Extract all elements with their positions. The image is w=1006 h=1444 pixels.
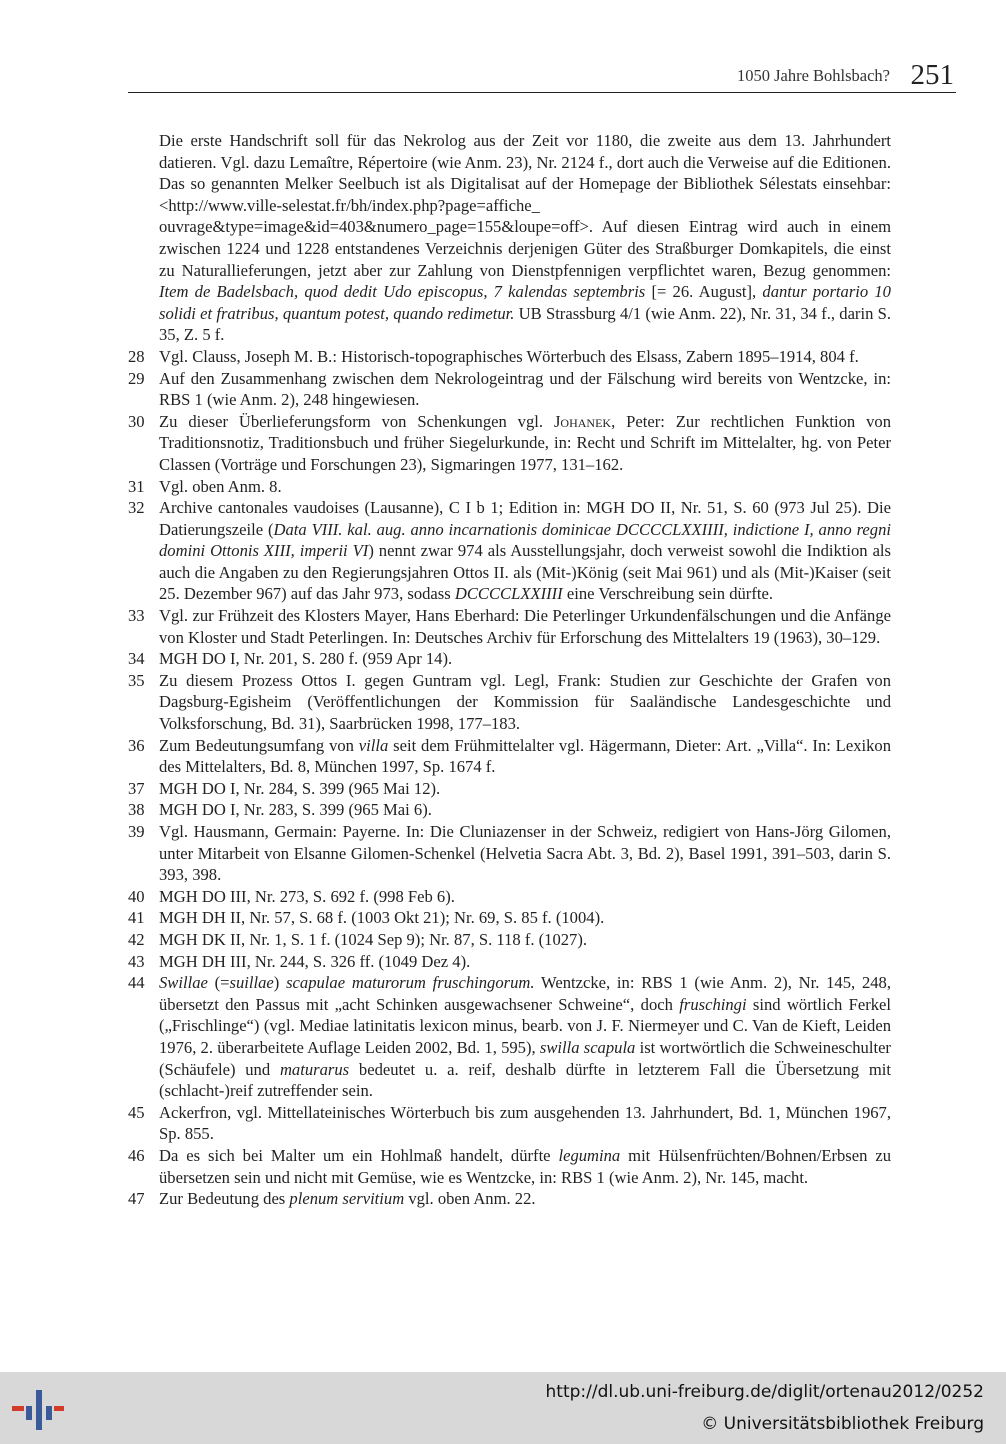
text-run: sind wörtlich Ferkel („Frischlinge“) (vgl. Mediae latinitatis lexicon minus, bearb. von J. F. Niermeyer und C. Van de Kieft, Leiden 1976, 2. überarbeitete Auflage Leiden 2002, Bd. 1, 595), (159, 994, 891, 1057)
footnote-33 (128, 605, 891, 648)
text-run: Zum Bedeutungsumfang von (159, 735, 359, 755)
text-run: Wentzcke, in: RBS 1 (wie Anm. 2), Nr. 145, 248, übersetzt den Passus mit „acht Schinken ausgewachsener Schweine“, doch (159, 973, 891, 1014)
text-run: scapulae maturorum fruschingorum. (286, 973, 535, 993)
text-run: vgl. oben Anm. 22. (404, 1189, 536, 1209)
text-run: MGH DO III, Nr. 273, S. 692 f. (998 Feb 6). (159, 886, 455, 906)
footnote-35 (128, 670, 891, 735)
footnote-number: 36 (128, 735, 145, 755)
footnote-47 (128, 1188, 891, 1210)
footnote-number: 39 (128, 822, 145, 841)
text-run: eine Verschreibung sein dürfte. (562, 584, 773, 604)
footnote-number: 37 (128, 778, 145, 798)
text-run: seit dem Frühmittelalter vgl. Hägermann, Dieter: Art. „Villa“. In: Lexikon des Mittelalters, Bd. 8, München 1997, Sp. 1674 f. (159, 735, 891, 777)
text-run: swilla scapula (539, 1037, 636, 1057)
footnotes-section (128, 130, 891, 1210)
text-run: fruschingi (679, 994, 747, 1014)
text-run: MGH DO I, Nr. 284, S. 399 (965 Mai 12). (159, 778, 441, 798)
page-number: 251 (910, 59, 954, 91)
text-run: DCCCCLXXIIII (454, 584, 563, 604)
footnote-continuation (128, 130, 891, 346)
footnote-34 (128, 648, 891, 670)
footnote-number: 42 (128, 929, 145, 949)
footnote-37 (128, 778, 891, 800)
text-run: dantur portario 10 solidi et fratribus, quantum potest, quando redimetur. (159, 282, 891, 323)
footnote-29 (128, 368, 891, 411)
text-run: Zu dieser Überlieferungsform von Schenkungen vgl. (159, 411, 554, 431)
footnote-number: 43 (128, 951, 145, 971)
running-title: 1050 Jahre Bohlsbach? (736, 66, 890, 85)
text-run: plenum servitium (289, 1189, 405, 1209)
footer-url[interactable]: http://dl.ub.uni-freiburg.de/diglit/ortenau2012/0252 (545, 1382, 984, 1402)
text-run: ) nennt zwar 974 als Ausstellungsjahr, doch verweist sowohl die Indiktion als auch die Angaben zu den Regierungsjahren Ottos II. als (Mit-)König (seit Mai 961) und als (Mit-)Kaiser (seit 25. Dezember 967) auf das Jahr 973, sodass (159, 541, 892, 604)
text-run: [= 26. August], (645, 282, 763, 302)
footnote-number: 44 (128, 973, 145, 993)
footnote-number: 32 (128, 498, 145, 518)
text-run: Archive cantonales vaudoises (Lausanne), C I b 1; Edition in: MGH DO II, Nr. 51, S. 60 (973 Jul 25). Die Datierungszeile ( (159, 498, 891, 539)
text-run: Vgl. Clauss, Joseph M. B.: Historisch-topographisches Wörterbuch des Elsass, Zabern 1895–1914, 804 f. (159, 346, 859, 366)
footnote-43 (128, 951, 891, 973)
footnote-number: 35 (128, 670, 145, 690)
text-run: mit Hülsenfrüchten/Bohnen/Erbsen zu übersetzen sein und nicht mit Gemüse, wie es Wentzcke, in: RBS 1 (wie Anm. 2), Nr. 145, macht. (159, 1145, 892, 1187)
footnote-36 (128, 735, 891, 778)
text-run: UB Strassburg 4/1 (wie Anm. 22), Nr. 31, 34 f., darin S. 35, Z. 5 f. (159, 303, 891, 345)
page-header (128, 59, 956, 93)
footnote-39 (128, 821, 891, 886)
text-run: , Peter: Zur rechtlichen Funktion von Traditionsnotiz, Traditionsbuch und früher Siegelurkunde, in: Recht und Schrift im Mittelalter, hg. von Peter Classen (Vorträge und Forschungen 23), Sigmaringen 1977, 131–162. (159, 411, 891, 474)
footnote-number: 47 (128, 1189, 145, 1209)
footnote-number: 45 (128, 1102, 145, 1122)
footnote-38 (128, 799, 891, 821)
text-run: MGH DH III, Nr. 244, S. 326 ff. (1049 Dez 4). (159, 951, 471, 971)
text-run: Data VIII. kal. aug. anno incarnationis dominicae DCCCCLXXIIII, indictione I, anno regni domini Ottonis XIII, imperii VI (159, 519, 891, 561)
footnote-number: 41 (128, 908, 145, 928)
text-run: suillae (229, 973, 274, 993)
text-run: villa (358, 735, 389, 755)
footnote-41 (128, 907, 891, 929)
text-run: MGH DH II, Nr. 57, S. 68 f. (1003 Okt 21); Nr. 69, S. 85 f. (1004). (159, 908, 605, 928)
text-run: (= (207, 973, 230, 993)
text-run: MGH DO I, Nr. 283, S. 399 (965 Mai 6). (159, 800, 432, 820)
text-run: ) (273, 973, 287, 993)
text-run: Vgl. oben Anm. 8. (159, 476, 282, 496)
text-run: Die erste Handschrift soll für das Nekrolog aus der Zeit vor 1180, die zweite aus dem 13. Jahrhundert datieren. Vgl. dazu Lemaître, Répertoire (wie Anm. 23), Nr. 2124 f., dort auch die Verweise auf die Editionen. Das so genannten Melker Seelbuch ist als Digitalisat auf der Homepage der Bibliothek Sélestats einsehbar: <http://www.ville-selestat.fr/bh/index.php?page=affiche_ ouvrage&type=image&id=403&numero_page=155&loupe=off>. Auf diesen Eintrag wird auch in einem zwischen 1224 und 1228 entstandenes Verzeichnis derjenigen Güter des Straßburger Domkapitels, die einst zu Naturallieferungen, jetzt aber zur Zahlung von Dienstpfennigen verpflichtet waren, Bezug genommen: (159, 131, 891, 280)
footnote-number: 33 (128, 606, 145, 626)
ub-freiburg-logo-icon (12, 1386, 64, 1432)
footer-bar (0, 1372, 1006, 1444)
footnote-number: 34 (128, 649, 145, 669)
footer-copyright: © Universitätsbibliothek Freiburg (701, 1414, 984, 1434)
text-run: Johanek (553, 411, 612, 431)
footnote-44 (128, 972, 891, 1102)
text-run: Vgl. Hausmann, Germain: Payerne. In: Die Cluniazenser in der Schweiz, redigiert von Hans-Jörg Gilomen, unter Mitarbeit von Elsanne Gilomen-Schenkel (Helvetia Sacra Abt. 3, Bd. 2), Basel 1991, 391–503, darin S. 393, 398. (159, 822, 891, 885)
text-run: Swillae (159, 973, 208, 993)
footnote-46 (128, 1145, 891, 1188)
footnote-number: 46 (128, 1145, 145, 1165)
text-run: legumina (558, 1145, 621, 1165)
footnote-40 (128, 886, 891, 908)
text-run: Auf den Zusammenhang zwischen dem Nekrologeintrag und der Fälschung wird bereits von Wentzcke, in: RBS 1 (wie Anm. 2), 248 hingewiesen. (159, 368, 891, 410)
text-run: Ackerfron, vgl. Mittellateinisches Wörterbuch bis zum ausgehenden 13. Jahrhundert, Bd. 1, München 1967, Sp. 855. (159, 1102, 891, 1144)
footnote-42 (128, 929, 891, 951)
text-run: MGH DK II, Nr. 1, S. 1 f. (1024 Sep 9); Nr. 87, S. 118 f. (1027). (159, 929, 588, 949)
footnote-list (128, 346, 891, 1210)
footnote-32 (128, 497, 891, 605)
text-run: maturarus (279, 1059, 350, 1079)
text-run: Zur Bedeutung des (159, 1189, 290, 1209)
footnote-number: 29 (128, 368, 145, 388)
footnote-number: 30 (128, 411, 145, 431)
text-run: Vgl. zur Frühzeit des Klosters Mayer, Hans Eberhard: Die Peterlinger Urkundenfälschungen und die Anfänge von Kloster und Stadt Peterlingen. In: Deutsches Archiv für Erforschung des Mittelalters 19 (1963), 30–129. (159, 606, 891, 647)
footnote-45 (128, 1102, 891, 1145)
footnote-31 (128, 476, 891, 498)
text-run: Item de Badelsbach, quod dedit Udo episcopus, 7 kalendas septembris (159, 282, 646, 302)
footnote-28 (128, 346, 891, 368)
text-run: Zu diesem Prozess Ottos I. gegen Guntram vgl. Legl, Frank: Studien zur Geschichte der Grafen von Dagsburg-Egisheim (Veröffentlichungen der Kommission für Saaländische Landesgeschichte und Volksforschung, Bd. 31), Saarbrücken 1998, 177–183. (159, 670, 891, 734)
text-run: Da es sich bei Malter um ein Hohlmaß handelt, dürfte (159, 1145, 559, 1165)
text-run: ist wortwörtlich die Schweineschulter (Schäufele) und (159, 1037, 891, 1079)
text-run: MGH DO I, Nr. 201, S. 280 f. (959 Apr 14). (159, 649, 453, 669)
footnote-number: 38 (128, 800, 145, 820)
footnote-30 (128, 411, 891, 476)
footnote-number: 40 (128, 886, 145, 906)
text-run: bedeutet u. a. reif, deshalb dürfte in letzterem Fall die Übersetzung mit (schlacht-)reif zutreffender sein. (159, 1059, 891, 1101)
footnote-number: 28 (128, 346, 145, 366)
footnote-number: 31 (128, 476, 145, 496)
